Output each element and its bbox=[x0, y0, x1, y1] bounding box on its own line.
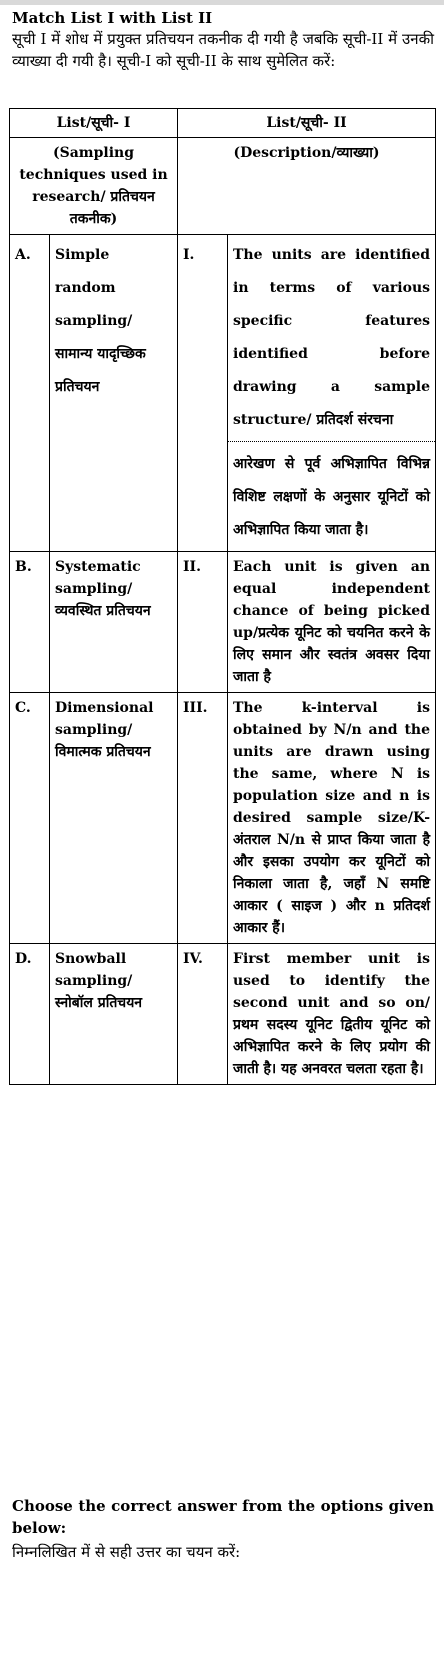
row-technique: Dimensional sampling/ विमात्मक प्रतिचयन bbox=[50, 693, 178, 944]
list2-header: List/सूची- II bbox=[178, 109, 436, 138]
question-hindi-instruction: सूची I में शोध में प्रयुक्त प्रतिचयन तकनीक दी गयी है जबकि सूची-II में उनकी व्याख्या दी गयी है। सूची-I को सूची-II के साथ सुमेलित करें: bbox=[12, 30, 434, 70]
row-letter: C. bbox=[10, 693, 50, 944]
row-description-hi: आरेखण से पूर्व अभिज्ञापित विभिन्न विशिष्ट लक्षणों के अनुसार यूनिटों को अभिज्ञापित किया जाता है। bbox=[228, 441, 435, 547]
table-row bbox=[10, 944, 436, 1085]
row-description: The k-interval is obtained by N/n and the units are drawn using the same, where N is population size and n is desired sample size/K- अंतराल N/n से प्राप्त किया जाता है और इसका उपयोग कर यूनिटों को निकाला जाता है, जहाँ N समष्टि आकार ( साइज ) और n प्रतिदर्श आकार हैं। bbox=[228, 693, 436, 944]
row-technique: Snowball sampling/ स्नोबॉल प्रतिचयन bbox=[50, 944, 178, 1085]
row-description: First member unit is used to identify the second unit and so on/प्रथम सदस्य यूनिट द्वितीय यूनिट को अभिज्ञापित करने के लिए प्रयोग की जाती है। यह अनवरत चलता रहता है। bbox=[228, 944, 436, 1085]
top-bar bbox=[0, 0, 444, 5]
answer-instruction bbox=[12, 1495, 434, 1565]
list2-subheader: (Description/व्याख्या) bbox=[178, 138, 436, 235]
question-heading: Match List I with List II bbox=[12, 9, 213, 27]
row-description-en: The units are identified in terms of various specific features identified before drawing a sample structure/ प्रतिदर्श संरचना bbox=[233, 247, 431, 428]
row-roman: III. bbox=[178, 693, 228, 944]
table-row bbox=[10, 693, 436, 944]
row-roman: IV. bbox=[178, 944, 228, 1085]
table-row bbox=[10, 235, 436, 552]
row-technique: Simple random sampling/ सामान्य यादृच्छिक प्रतिचयन bbox=[50, 235, 178, 552]
row-technique: Systematic sampling/ व्यवस्थित प्रतिचयन bbox=[50, 552, 178, 693]
row-roman: I. bbox=[178, 235, 228, 552]
row-letter: B. bbox=[10, 552, 50, 693]
row-description bbox=[228, 235, 436, 552]
row-letter: D. bbox=[10, 944, 50, 1085]
row-description: Each unit is given an equal independent chance of being picked up/प्रत्येक यूनिट को चयनित करने के लिए समान और स्वतंत्र अवसर दिया जाता है bbox=[228, 552, 436, 693]
choose-instruction-en: Choose the correct answer from the options given below: bbox=[12, 1497, 434, 1537]
list1-subheader: (Sampling techniques used in research/ प्रतिचयन तकनीक) bbox=[10, 138, 178, 235]
row-letter: A. bbox=[10, 235, 50, 552]
question-intro bbox=[12, 8, 434, 72]
row-roman: II. bbox=[178, 552, 228, 693]
match-table bbox=[9, 108, 436, 1085]
table-row bbox=[10, 552, 436, 693]
list1-header: List/सूची- I bbox=[10, 109, 178, 138]
choose-instruction-hi: निम्नलिखित में से सही उत्तर का चयन करें: bbox=[12, 1543, 241, 1561]
